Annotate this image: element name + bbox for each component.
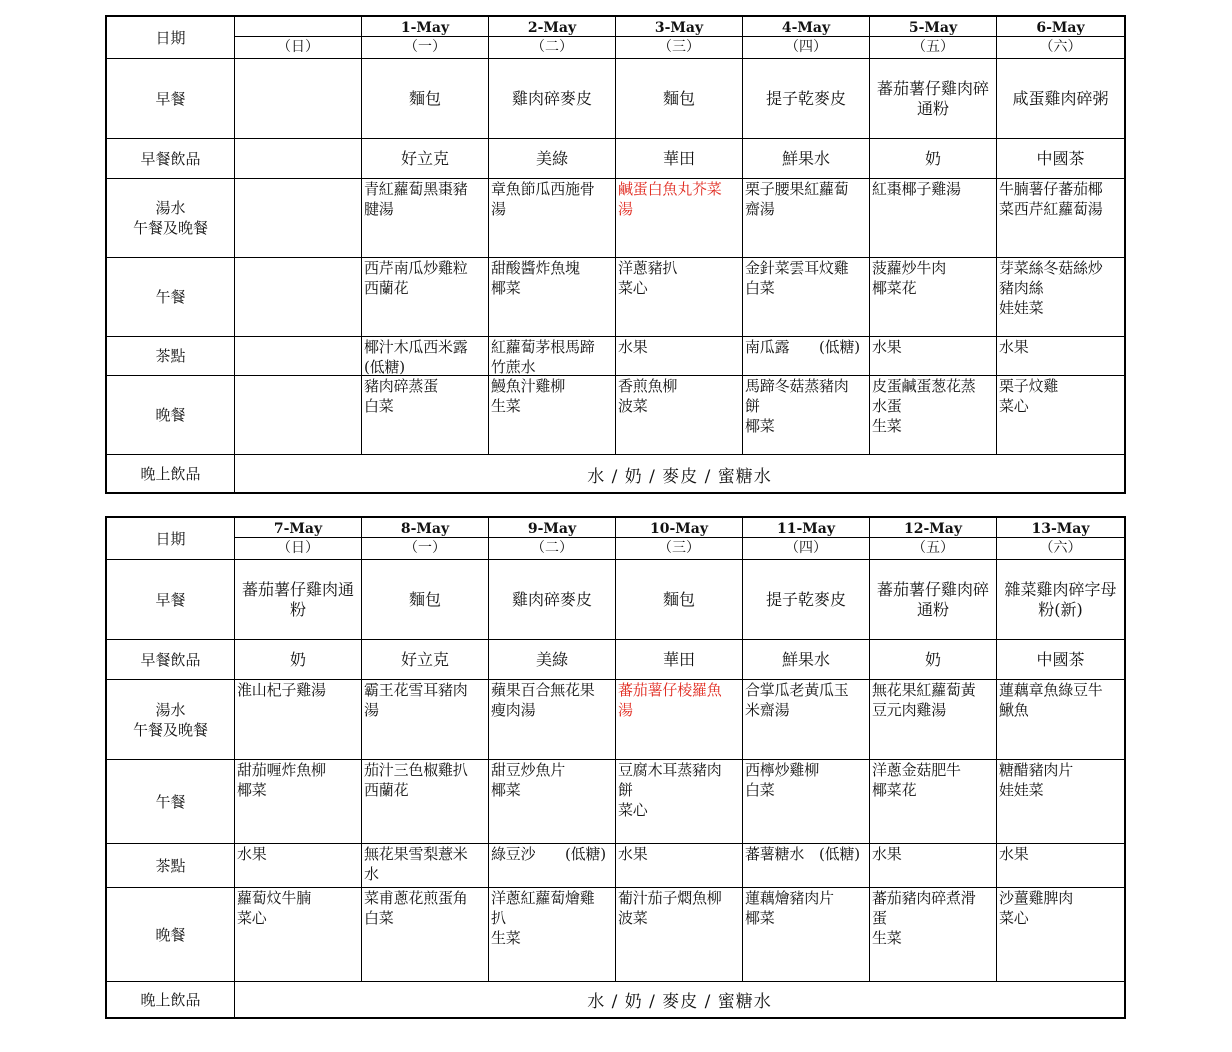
breakfast-cell: 麵包 [362, 560, 489, 639]
row-label-date: 日期 [107, 518, 235, 559]
day-header [235, 17, 362, 58]
weekday-text: （日） [277, 39, 319, 55]
snack-cell: 水果 [999, 338, 1029, 356]
breakfast-drink-cell: 華田 [616, 139, 743, 178]
snack-cell: 蕃薯糖水 (低糖) [743, 844, 870, 887]
lunch-cell: 甜豆炒魚片 椰菜 [489, 760, 616, 843]
row-label-breakfast-drink: 早餐飲品 [107, 640, 235, 679]
dinner-cell: 香煎魚柳 波菜 [616, 376, 743, 454]
breakfast-drink-cell: 好立克 [362, 139, 489, 178]
soup-label-line1: 湯水 [155, 199, 186, 217]
row-label-dinner: 晚餐 [107, 376, 235, 454]
lunch-cell: 芽菜絲冬菇絲炒 豬肉絲 娃娃菜 [999, 259, 1103, 317]
breakfast-cell: 雞肉碎麥皮 [489, 560, 616, 639]
breakfast-drink-cell: 奶 [870, 139, 997, 178]
row-breakfast [107, 59, 1124, 139]
date-text: 1-May [362, 17, 488, 37]
weekday-text: （四） [785, 540, 827, 556]
breakfast-cell: 雞肉碎麥皮 [489, 59, 616, 138]
date-text: 11-May [743, 518, 869, 538]
row-dinner [107, 376, 1124, 455]
day-header [362, 518, 489, 559]
breakfast-drink-cell: 鮮果水 [743, 139, 870, 178]
dinner-cell: 洋蔥紅蘿蔔燴雞 扒 生菜 [489, 888, 616, 981]
date-text: 10-May [616, 518, 742, 538]
day-header [489, 17, 616, 58]
lunch-cell: 西芹南瓜炒雞粒 西蘭花 [362, 258, 489, 336]
breakfast-drink-cell: 華田 [616, 640, 743, 679]
breakfast-cell: 蕃茄薯仔雞肉通 粉 [235, 560, 362, 639]
weekday-text: （日） [277, 540, 319, 556]
row-soup [107, 179, 1124, 258]
row-label-soup [107, 179, 235, 257]
breakfast-cell [235, 59, 362, 138]
row-label-breakfast: 早餐 [107, 560, 235, 639]
snack-cell: 水果 [870, 337, 997, 375]
soup-cell: 合掌瓜老黃瓜玉 米齋湯 [743, 680, 870, 759]
soup-cell [235, 179, 362, 257]
snack-cell: 南瓜露 (低糖) [743, 337, 870, 375]
date-text: 9-May [489, 518, 615, 538]
breakfast-cell: 麵包 [616, 560, 743, 639]
snack-cell [235, 337, 362, 375]
lunch-cell: 金針菜雲耳炆雞 白菜 [743, 258, 870, 336]
soup-cell: 紅棗椰子雞湯 [870, 179, 997, 257]
soup-cell: 章魚節瓜西施骨 湯 [489, 179, 616, 257]
soup-cell-highlight: 鹹蛋白魚丸芥菜 湯 [616, 179, 743, 257]
weekday-text: （三） [658, 540, 700, 556]
soup-cell: 蘋果百合無花果 瘦肉湯 [489, 680, 616, 759]
snack-cell: 椰汁木瓜西米露 (低糖) [362, 337, 489, 375]
lunch-cell: 西檸炒雞柳 白菜 [743, 760, 870, 843]
row-label-night-drink: 晚上飲品 [107, 455, 235, 493]
row-label-dinner: 晚餐 [107, 888, 235, 981]
day-header [489, 518, 616, 559]
row-label-lunch: 午餐 [107, 258, 235, 336]
soup-cell-highlight: 蕃茄薯仔棱羅魚 湯 [616, 680, 743, 759]
row-date [107, 518, 1124, 560]
menu-table-week2 [105, 516, 1126, 1019]
dinner-cell: 蕃茄豬肉碎煮滑 蛋 生菜 [870, 888, 997, 981]
weekday-text: （二） [531, 39, 573, 55]
row-night-drink [107, 455, 1124, 493]
weekday-text: （三） [658, 39, 700, 55]
breakfast-drink-cell: 美綠 [489, 640, 616, 679]
breakfast-cell: 咸蛋雞肉碎粥 [1012, 88, 1109, 108]
dinner-cell: 蘿蔔炆牛腩 菜心 [235, 888, 362, 981]
row-soup [107, 680, 1124, 760]
snack-cell: 水果 [870, 844, 997, 887]
snack-cell: 水果 [616, 844, 743, 887]
day-header [997, 518, 1124, 559]
row-label-date: 日期 [107, 17, 235, 58]
weekday-text: （六） [1039, 540, 1082, 556]
dinner-cell: 皮蛋鹹蛋葱花蒸 水蛋 生菜 [870, 376, 997, 454]
dinner-cell: 鰻魚汁雞柳 生菜 [489, 376, 616, 454]
weekday-text: （二） [531, 540, 573, 556]
row-label-night-drink: 晚上飲品 [107, 982, 235, 1017]
snack-cell: 水果 [999, 845, 1029, 863]
day-header [743, 518, 870, 559]
day-header [235, 518, 362, 559]
snack-cell: 水果 [235, 844, 362, 887]
date-text: 2-May [489, 17, 615, 37]
snack-cell: 無花果雪梨薏米 水 [362, 844, 489, 887]
weekday-text: （五） [912, 39, 954, 55]
night-drink-cell: 水 / 奶 / 麥皮 / 蜜糖水 [587, 466, 772, 487]
soup-label-line1: 湯水 [155, 700, 186, 719]
row-breakfast-drink [107, 640, 1124, 680]
day-header [616, 518, 743, 559]
row-breakfast [107, 560, 1124, 640]
row-date [107, 17, 1124, 59]
date-text: 13-May [997, 518, 1124, 538]
dinner-cell: 沙薑雞脾肉 菜心 [999, 889, 1074, 927]
lunch-cell: 糖醋豬肉片 娃娃菜 [999, 761, 1074, 799]
row-snack [107, 844, 1124, 888]
breakfast-cell: 麵包 [362, 59, 489, 138]
lunch-cell: 洋蔥金菇肥牛 椰菜花 [870, 760, 997, 843]
snack-cell: 紅蘿蔔茅根馬蹄 竹蔗水 [489, 337, 616, 375]
date-text: 7-May [235, 518, 361, 538]
day-header [870, 518, 997, 559]
soup-cell: 霸王花雪耳豬肉 湯 [362, 680, 489, 759]
row-label-breakfast: 早餐 [107, 59, 235, 138]
night-drink-cell: 水 / 奶 / 麥皮 / 蜜糖水 [587, 992, 772, 1012]
soup-label-line2: 午餐及晚餐 [132, 720, 208, 739]
soup-cell: 栗子腰果紅蘿蔔 齋湯 [743, 179, 870, 257]
soup-cell: 牛腩薯仔蕃茄椰 菜西芹紅蘿蔔湯 [999, 180, 1103, 218]
row-lunch [107, 258, 1124, 337]
row-label-lunch: 午餐 [107, 760, 235, 843]
lunch-cell: 甜酸醬炸魚塊 椰菜 [489, 258, 616, 336]
row-label-soup [107, 680, 235, 759]
lunch-cell: 茄汁三色椒雞扒 西蘭花 [362, 760, 489, 843]
row-label-snack: 茶點 [107, 337, 235, 375]
date-text: 4-May [743, 17, 869, 37]
snack-cell: 綠豆沙 (低糖) [489, 844, 616, 887]
breakfast-drink-cell [235, 139, 362, 178]
date-text [235, 17, 361, 37]
breakfast-cell: 提子乾麥皮 [743, 560, 870, 639]
day-header [362, 17, 489, 58]
breakfast-drink-cell: 美綠 [489, 139, 616, 178]
day-header [997, 17, 1124, 58]
day-header [616, 17, 743, 58]
date-text: 6-May [997, 17, 1124, 37]
dinner-cell [235, 376, 362, 454]
soup-cell: 無花果紅蘿蔔黃 豆元肉雞湯 [870, 680, 997, 759]
lunch-cell: 甜茄喱炸魚柳 椰菜 [235, 760, 362, 843]
weekday-text: （一） [404, 540, 446, 556]
date-text: 12-May [870, 518, 996, 538]
row-night-drink [107, 982, 1124, 1017]
snack-cell: 水果 [616, 337, 743, 375]
lunch-cell: 豆腐木耳蒸豬肉 餅 菜心 [616, 760, 743, 843]
soup-cell: 蓮藕章魚綠豆牛 鰍魚 [999, 681, 1103, 719]
row-label-snack: 茶點 [107, 844, 235, 887]
row-lunch [107, 760, 1124, 844]
breakfast-drink-cell: 奶 [870, 640, 997, 679]
breakfast-cell: 提子乾麥皮 [743, 59, 870, 138]
date-text: 5-May [870, 17, 996, 37]
weekday-text: （一） [404, 39, 446, 55]
dinner-cell: 葡汁茄子燜魚柳 波菜 [616, 888, 743, 981]
weekday-text: （五） [912, 540, 954, 556]
menu-table-week1 [105, 15, 1126, 494]
dinner-cell: 豬肉碎蒸蛋 白菜 [362, 376, 489, 454]
row-snack [107, 337, 1124, 376]
date-text: 3-May [616, 17, 742, 37]
dinner-cell: 馬蹄冬菇蒸豬肉 餅 椰菜 [743, 376, 870, 454]
weekday-text: （四） [785, 39, 827, 55]
date-text: 8-May [362, 518, 488, 538]
row-label-breakfast-drink: 早餐飲品 [107, 139, 235, 178]
weekday-text: （六） [1039, 39, 1082, 55]
breakfast-drink-cell: 中國茶 [1036, 649, 1085, 669]
breakfast-drink-cell: 奶 [235, 640, 362, 679]
dinner-cell: 蓮藕燴豬肉片 椰菜 [743, 888, 870, 981]
lunch-cell: 洋蔥豬扒 菜心 [616, 258, 743, 336]
soup-label-line2: 午餐及晚餐 [132, 219, 208, 237]
lunch-cell [235, 258, 362, 336]
soup-cell: 淮山杞子雞湯 [235, 680, 362, 759]
breakfast-cell: 蕃茄薯仔雞肉碎 通粉 [870, 560, 997, 639]
lunch-cell: 菠蘿炒牛肉 椰菜花 [870, 258, 997, 336]
day-header [743, 17, 870, 58]
breakfast-drink-cell: 鮮果水 [743, 640, 870, 679]
day-header [870, 17, 997, 58]
soup-cell: 青紅蘿蔔黑棗豬 腱湯 [362, 179, 489, 257]
dinner-cell: 栗子炆雞 菜心 [999, 377, 1059, 415]
breakfast-cell: 麵包 [616, 59, 743, 138]
row-dinner [107, 888, 1124, 982]
dinner-cell: 菜甫蔥花煎蛋角 白菜 [362, 888, 489, 981]
breakfast-cell: 蕃茄薯仔雞肉碎 通粉 [870, 59, 997, 138]
breakfast-cell: 雜菜雞肉碎字母 粉(新) [1004, 579, 1117, 619]
row-breakfast-drink [107, 139, 1124, 179]
breakfast-drink-cell: 中國茶 [1036, 148, 1085, 168]
breakfast-drink-cell: 好立克 [362, 640, 489, 679]
